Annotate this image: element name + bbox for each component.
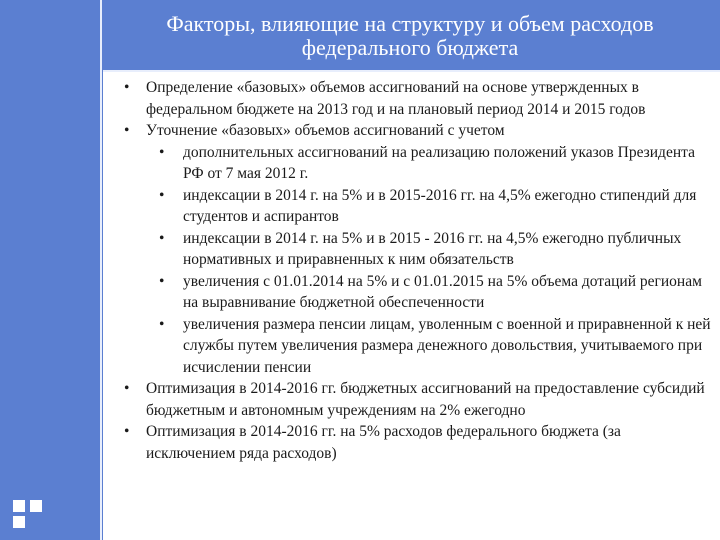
sub-bullet-item: • дополнительных ассигнований на реализацию положений указов Президента РФ от 7 мая 2012 г. — [118, 142, 713, 185]
sub-bullet-item: • увеличения размера пенсии лицам, уволенным с военной и приравненной к ней службы путем увеличения размера денежного довольствия, учитываемого при исчислении пенсии — [118, 314, 713, 379]
bullet-item: • Уточнение «базовых» объемов ассигнований с учетом — [118, 120, 713, 142]
slide-content — [118, 77, 713, 464]
sidebar-divider — [100, 0, 102, 540]
bullet-item: • Определение «базовых» объемов ассигнований на основе утвержденных в федеральном бюджете на 2013 год и на плановый период 2014 и 2015 годов — [118, 77, 713, 120]
bullet-item: • Оптимизация в 2014-2016 гг. на 5% расходов федерального бюджета (за исключением ряда расходов) — [118, 421, 713, 464]
sidebar-panel — [0, 0, 103, 540]
sub-bullet-item: • увеличения с 01.01.2014 на 5% и с 01.01.2015 на 5% объема дотаций регионам на выравнивание бюджетной обеспеченности — [118, 271, 713, 314]
logo-square-2 — [30, 500, 42, 512]
bullet-list — [118, 77, 713, 464]
title-line-2: федерального бюджета — [301, 35, 519, 60]
sub-bullet-item: • индексации в 2014 г. на 5% и в 2015-2016 гг. на 4,5% ежегодно стипендий для студентов и аспирантов — [118, 185, 713, 228]
sub-bullet-item: • индексации в 2014 г. на 5% и в 2015 - 2016 гг. на 4,5% ежегодно публичных нормативных и приравненных к ним обязательств — [118, 228, 713, 271]
title-line-1: Факторы, влияющие на структуру и объем расходов — [166, 11, 654, 36]
bullet-item: • Оптимизация в 2014-2016 гг. бюджетных ассигнований на предоставление субсидий бюджетным и автономным учреждениям на 2% ежегодно — [118, 378, 713, 421]
logo-square-1 — [13, 500, 25, 512]
title-divider — [103, 70, 720, 72]
slide-title — [110, 12, 710, 60]
logo-square-3 — [13, 516, 25, 528]
